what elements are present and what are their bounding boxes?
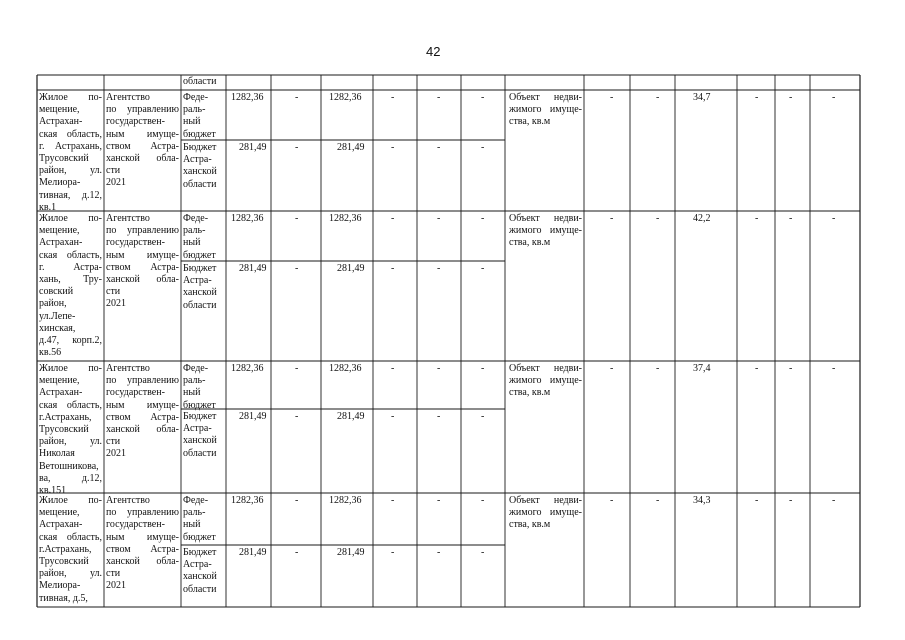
fed-c1-value: -	[295, 92, 299, 103]
fed-c5-value: -	[481, 495, 485, 506]
object-description: район,	[39, 298, 67, 310]
object-description: ская область,	[39, 531, 102, 543]
agency-name: сти	[106, 286, 121, 298]
fed-c3-value: -	[391, 92, 395, 103]
object-description: кв.56	[39, 347, 62, 359]
reg-c3-value: -	[391, 263, 395, 274]
agency-name: ным имуще-	[106, 399, 179, 411]
budget-regional-label: ханской	[183, 435, 217, 447]
object-description: мещение,	[39, 225, 80, 237]
reg-c1-value: -	[295, 547, 299, 558]
indicator-name: Объект недви-	[509, 363, 582, 374]
object-description: мещение,	[39, 507, 80, 519]
fed-c4-value: -	[437, 495, 441, 506]
object-description: Астрахан-	[39, 116, 83, 128]
fed-c2-value: 1282,36	[329, 363, 362, 374]
agency-name: по управлению	[106, 104, 179, 116]
indicator-value: 42,2	[693, 213, 711, 224]
agency-name: ством Астра-	[106, 543, 179, 555]
budget-regional-label: Бюджет	[183, 411, 217, 422]
agency-name: 2021	[106, 580, 126, 592]
agency-name: Агентство	[106, 92, 150, 103]
indicator-value: -	[755, 363, 759, 374]
reg-c5-value: -	[481, 142, 485, 153]
agency-name: Агентство	[106, 363, 150, 374]
object-description: д.47, корп.2,	[39, 335, 102, 346]
object-description: ва, д.12,	[39, 472, 102, 484]
agency-name: государствен-	[106, 519, 165, 531]
budget-regional-label: ханской	[183, 571, 217, 583]
object-description: Трусовский	[39, 153, 89, 164]
object-description: мещение,	[39, 375, 80, 387]
budget-regional-label: области	[183, 583, 217, 595]
indicator-value: -	[789, 92, 793, 103]
agency-name: сти	[106, 165, 121, 177]
budget-regional-label: области	[183, 299, 217, 311]
budget-federal-label: раль-	[183, 225, 206, 237]
budget-federal-label: Феде-	[183, 92, 209, 103]
reg-c2-value: 281,49	[337, 547, 365, 558]
agency-name: по управлению	[106, 225, 179, 237]
object-description: г. Астрахань,	[39, 140, 102, 152]
reg-c3-value: -	[391, 142, 395, 153]
fed-c2-value: 1282,36	[329, 92, 362, 103]
indicator-name: жимого имуще-	[509, 225, 582, 237]
object-description: г.Астрахань,	[39, 411, 92, 423]
indicator-name: жимого имуще-	[509, 507, 582, 519]
object-description: Астрахан-	[39, 387, 83, 399]
object-description: Жилое по-	[39, 92, 102, 103]
indicator-value: 34,3	[693, 495, 711, 506]
indicator-value: -	[656, 92, 660, 103]
indicator-value: -	[656, 363, 660, 374]
agency-name: государствен-	[106, 387, 165, 399]
budget-regional-label: Астра-	[183, 423, 212, 435]
indicator-name: ства, кв.м	[509, 116, 551, 128]
agency-name: ным имуще-	[106, 531, 179, 543]
reg-c4-value: -	[437, 263, 441, 274]
agency-name: ханской обла-	[106, 274, 179, 285]
agency-name: сти	[106, 568, 121, 580]
fed-total-value: 1282,36	[231, 213, 264, 224]
budget-federal-label: ный	[183, 237, 201, 249]
reg-total-value: 281,49	[239, 263, 267, 274]
reg-c3-value: -	[391, 547, 395, 558]
agency-name: ством Астра-	[106, 411, 179, 423]
object-description: район, ул.	[39, 165, 102, 177]
object-description: мещение,	[39, 104, 80, 116]
reg-c4-value: -	[437, 547, 441, 558]
indicator-value: -	[789, 213, 793, 224]
reg-total-value: 281,49	[239, 547, 267, 558]
budget-regional-label: Бюджет	[183, 547, 217, 558]
budget-federal-label: раль-	[183, 507, 206, 519]
agency-name: Агентство	[106, 213, 150, 224]
object-description: тивная, д.5,	[39, 592, 88, 604]
reg-c4-value: -	[437, 142, 441, 153]
indicator-value: -	[832, 495, 836, 506]
indicator-value: -	[789, 495, 793, 506]
fed-total-value: 1282,36	[231, 363, 264, 374]
agency-name: 2021	[106, 177, 126, 189]
budget-regional-label: области	[183, 447, 217, 459]
fed-c1-value: -	[295, 363, 299, 374]
fed-c4-value: -	[437, 92, 441, 103]
budget-regional-label: Астра-	[183, 154, 212, 166]
fed-c2-value: 1282,36	[329, 495, 362, 506]
agency-name: Агентство	[106, 495, 150, 506]
fed-c2-value: 1282,36	[329, 213, 362, 224]
object-description: район, ул.	[39, 568, 102, 580]
reg-c3-value: -	[391, 411, 395, 422]
agency-name: по управлению	[106, 375, 179, 387]
agency-name: ханской обла-	[106, 556, 179, 567]
object-description: Астрахан-	[39, 237, 83, 249]
agency-name: ным имуще-	[106, 249, 179, 261]
indicator-value: -	[789, 363, 793, 374]
budget-tail-text: области	[183, 76, 217, 87]
indicator-name: ства, кв.м	[509, 237, 551, 249]
indicator-name: Объект недви-	[509, 495, 582, 506]
object-description: тивная, д.12,	[39, 189, 102, 201]
fed-c5-value: -	[481, 363, 485, 374]
indicator-value: -	[832, 92, 836, 103]
indicator-value: -	[610, 363, 614, 374]
object-description: ская область,	[39, 399, 102, 411]
object-description: ская область,	[39, 249, 102, 261]
reg-total-value: 281,49	[239, 411, 267, 422]
indicator-value: 37,4	[693, 363, 711, 374]
indicator-value: -	[832, 213, 836, 224]
indicator-value: -	[610, 213, 614, 224]
budget-federal-label: ный	[183, 519, 201, 531]
fed-c1-value: -	[295, 213, 299, 224]
object-description: Жилое по-	[39, 363, 102, 374]
object-description: Трусовский	[39, 424, 89, 435]
agency-name: ным имуще-	[106, 128, 179, 140]
budget-federal-label: бюджет	[183, 128, 216, 140]
fed-total-value: 1282,36	[231, 92, 264, 103]
budget-federal-label: бюджет	[183, 249, 216, 261]
indicator-value: -	[832, 363, 836, 374]
agency-name: ством Астра-	[106, 140, 179, 152]
object-description: кв.1	[39, 201, 57, 213]
page-number: 42	[426, 44, 441, 59]
object-description: хань, Тру-	[39, 274, 102, 285]
budget-regional-label: Бюджет	[183, 263, 217, 274]
budget-federal-label: Феде-	[183, 495, 209, 506]
indicator-value: -	[755, 92, 759, 103]
agency-name: ханской обла-	[106, 424, 179, 435]
object-description: кв.151	[39, 485, 67, 496]
budget-federal-label: ный	[183, 387, 201, 399]
object-description: совский	[39, 286, 74, 298]
reg-c2-value: 281,49	[337, 411, 365, 422]
agency-name: государствен-	[106, 116, 165, 128]
agency-name: ханской обла-	[106, 153, 179, 164]
agency-name: сти	[106, 436, 121, 448]
fed-c5-value: -	[481, 213, 485, 224]
fed-c1-value: -	[295, 495, 299, 506]
reg-total-value: 281,49	[239, 142, 267, 153]
object-description: Жилое по-	[39, 495, 102, 506]
object-description: Мелиора-	[39, 177, 81, 189]
budget-federal-label: раль-	[183, 104, 206, 116]
reg-c5-value: -	[481, 411, 485, 422]
reg-c4-value: -	[437, 411, 441, 422]
reg-c1-value: -	[295, 142, 299, 153]
budget-federal-label: раль-	[183, 375, 206, 387]
budget-federal-label: ный	[183, 116, 201, 128]
budget-regional-label: области	[183, 178, 217, 190]
indicator-value: -	[656, 495, 660, 506]
agency-name: ством Астра-	[106, 261, 179, 273]
indicator-name: жимого имуще-	[509, 375, 582, 387]
reg-c1-value: -	[295, 411, 299, 422]
reg-c5-value: -	[481, 547, 485, 558]
indicator-value: -	[656, 213, 660, 224]
fed-c4-value: -	[437, 213, 441, 224]
indicator-value: -	[755, 213, 759, 224]
fed-total-value: 1282,36	[231, 495, 264, 506]
fed-c5-value: -	[481, 92, 485, 103]
object-description: г. Астра-	[39, 261, 102, 273]
object-description: Мелиора-	[39, 580, 81, 592]
fed-c3-value: -	[391, 495, 395, 506]
indicator-name: ства, кв.м	[509, 519, 551, 531]
agency-name: 2021	[106, 448, 126, 460]
agency-name: 2021	[106, 298, 126, 310]
budget-regional-label: ханской	[183, 166, 217, 178]
indicator-value: -	[610, 495, 614, 506]
object-description: Николая	[39, 448, 75, 460]
fed-c3-value: -	[391, 363, 395, 374]
object-description: хинская,	[39, 322, 76, 334]
budget-federal-label: бюджет	[183, 399, 216, 411]
indicator-name: Объект недви-	[509, 213, 582, 224]
budget-regional-label: Бюджет	[183, 142, 217, 153]
object-description: ская область,	[39, 128, 102, 140]
reg-c2-value: 281,49	[337, 263, 365, 274]
agency-name: государствен-	[106, 237, 165, 249]
object-description: г.Астрахань,	[39, 543, 92, 555]
object-description: Астрахан-	[39, 519, 83, 531]
reg-c1-value: -	[295, 263, 299, 274]
budget-federal-label: Феде-	[183, 213, 209, 224]
object-description: район, ул.	[39, 436, 102, 448]
indicator-value: -	[755, 495, 759, 506]
fed-c4-value: -	[437, 363, 441, 374]
budget-regional-label: Астра-	[183, 275, 212, 287]
reg-c2-value: 281,49	[337, 142, 365, 153]
budget-regional-label: ханской	[183, 287, 217, 299]
reg-c5-value: -	[481, 263, 485, 274]
indicator-name: ства, кв.м	[509, 387, 551, 399]
indicator-value: 34,7	[693, 92, 711, 103]
indicator-name: жимого имуще-	[509, 104, 582, 116]
budget-federal-label: бюджет	[183, 531, 216, 543]
indicator-name: Объект недви-	[509, 92, 582, 103]
agency-name: по управлению	[106, 507, 179, 519]
fed-c3-value: -	[391, 213, 395, 224]
budget-federal-label: Феде-	[183, 363, 209, 374]
object-description: Трусовский	[39, 556, 89, 567]
object-description: Ветошникова,	[39, 460, 99, 472]
object-description: ул.Лепе-	[39, 310, 76, 322]
budget-regional-label: Астра-	[183, 559, 212, 571]
object-description: Жилое по-	[39, 213, 102, 224]
indicator-value: -	[610, 92, 614, 103]
